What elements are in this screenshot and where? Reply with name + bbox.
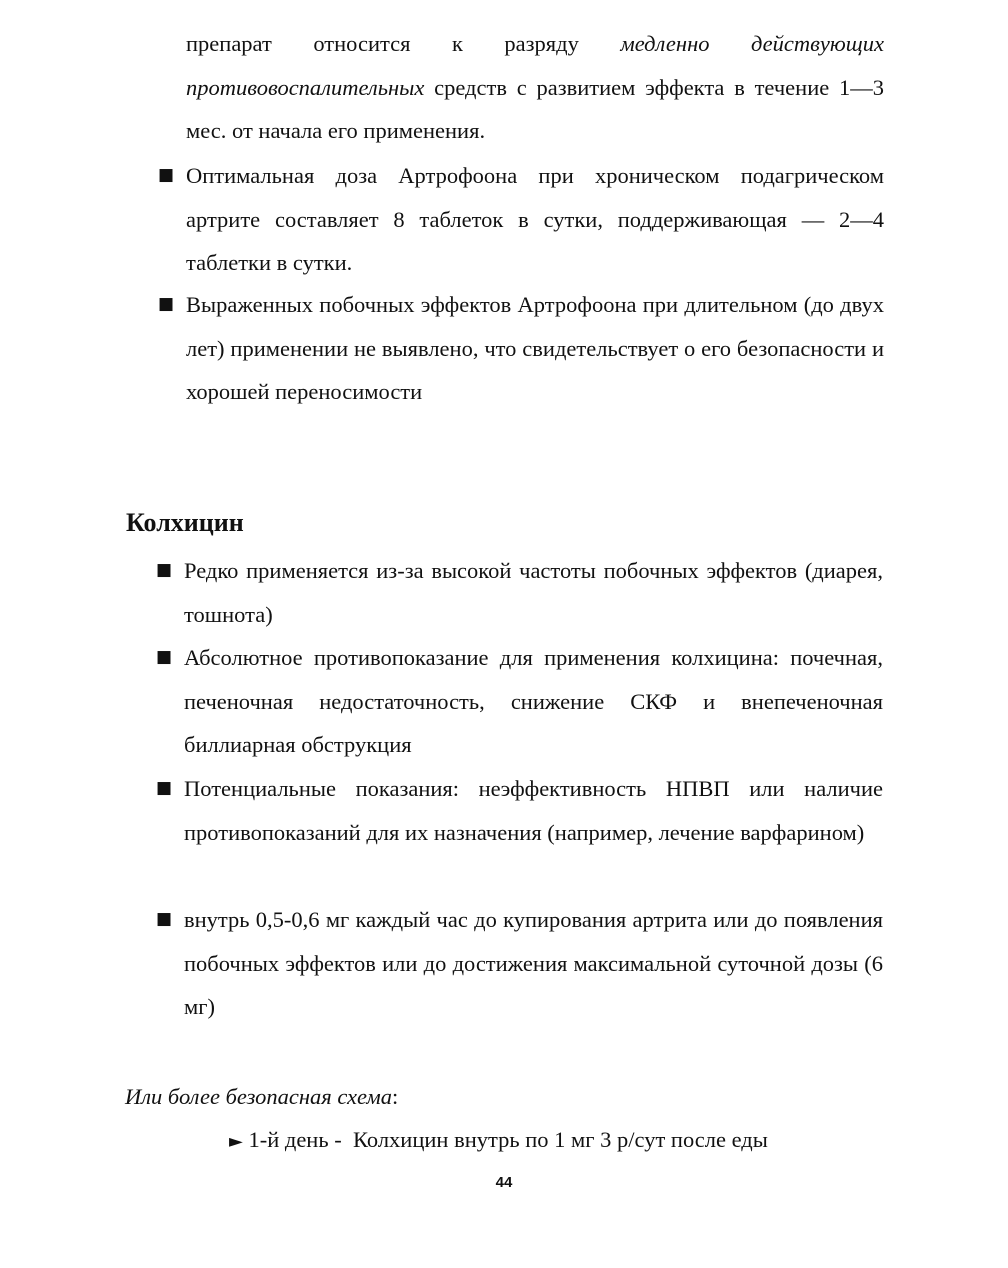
- black-square-icon: ■: [158, 294, 175, 314]
- continuation-emphasis: медленно действующих противовоспалительных: [186, 31, 884, 100]
- continuation-text-before: препарат относится к разряду: [186, 31, 621, 56]
- alternative-scheme-colon: :: [392, 1084, 399, 1109]
- alternative-scheme-italic: Или более безопасная схема: [125, 1084, 393, 1109]
- alternative-scheme-label: [125, 1075, 398, 1119]
- list-item-text: Оптимальная доза Артрофоона при хроническом подагрическом артрите составляет 8 таблеток в сутки, поддерживающая — 2—4 таблетки в сутки.: [186, 163, 884, 275]
- list-item-text: Редко применяется из-за высокой частоты побочных эффектов (диарея, тошнота): [184, 558, 883, 627]
- schedule-day-text: Колхицин внутрь по 1 мг 3 р/сут после еды: [352, 1127, 768, 1152]
- right-pointer-icon: ►: [229, 1131, 243, 1152]
- list-item-text: Выраженных побочных эффектов Артрофоона при длительном (до двух лет) применении не выявлено, что свидетельствует о его безопасности и хорошей переносимости: [186, 292, 884, 404]
- black-square-icon: ■: [156, 560, 173, 580]
- continuation-paragraph: [186, 22, 884, 153]
- section-heading: Колхицин: [126, 508, 244, 537]
- schedule-day-item: [229, 1118, 768, 1164]
- list-item-text: Абсолютное противопоказание для применения колхицина: почечная, печеночная недостаточность, снижение СКФ и внепеченочная биллиарная обструкция: [184, 645, 883, 757]
- black-square-icon: ■: [156, 778, 173, 798]
- continuation-text-after: средств с развитием эффекта в течение 1—3 мес. от начала его применения.: [186, 74, 884, 143]
- list-item-text: Потенциальные показания: неэффективность НПВП или наличие противопоказаний для их назначения (например, лечение варфарином): [184, 776, 883, 845]
- schedule-day-label: 1-й день -: [248, 1127, 342, 1152]
- page-number: 44: [495, 1174, 513, 1191]
- black-square-icon: ■: [158, 165, 175, 185]
- black-square-icon: ■: [156, 909, 173, 929]
- black-square-icon: ■: [156, 647, 173, 667]
- list-item-text: внутрь 0,5-0,6 мг каждый час до купирования артрита или до появления побочных эффектов или до достижения максимальной суточной дозы (6 мг): [184, 907, 883, 1019]
